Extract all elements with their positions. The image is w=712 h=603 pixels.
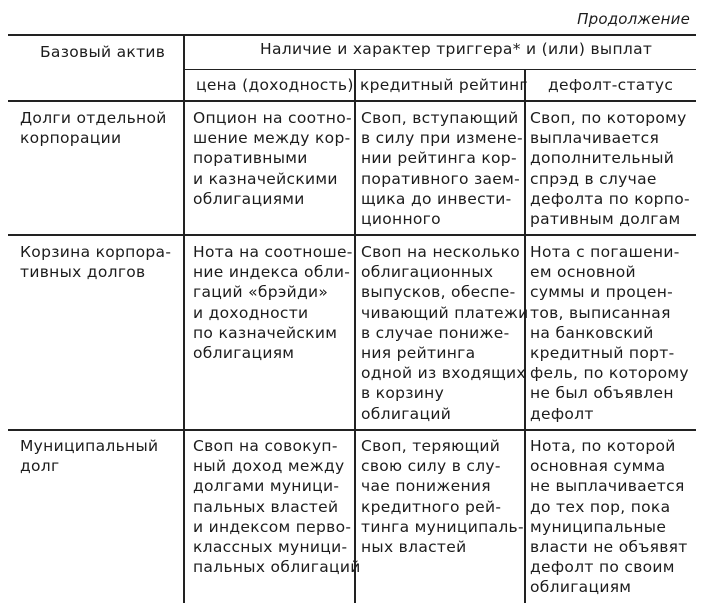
header-base-asset: Базовый актив	[40, 43, 166, 61]
row2-asset: Корзина корпора- тивных долгов	[20, 243, 172, 282]
table-top-rule	[8, 34, 696, 36]
column-divider-1	[183, 34, 185, 603]
row2-price: Нота на соотноше- ние индекса обли- гаций «брэйди» и доходности по казначейским облигациям	[193, 243, 353, 363]
row3-rating: Своп, теряющий свою силу в слу- чае понижения кредитного рей- тинга муниципаль- ных властей	[361, 437, 524, 557]
row2-default: Нота с погашени- ем основной суммы и процен- тов, выписанная на банковский кредитный порт- фель, по которому не был объявлен дефолт	[530, 243, 689, 423]
row3-default: Нота, по которой основная сумма не выплачивается до тех пор, пока муниципальные власти не объявят дефолт по своим облигациям	[530, 437, 688, 597]
row3-price: Своп на совокуп- ный доход между долгами муници- пальных властей и индексом перво- классных муници- пальных облигаций	[193, 437, 361, 577]
row-divider-2	[8, 429, 696, 431]
row1-price: Опцион на соотно- шение между кор- поративными и казначейскими облигациями	[193, 109, 352, 208]
header-col-default: дефолт-статус	[548, 76, 674, 94]
row2-rating: Своп на несколько облигационных выпусков, обеспе- чивающий платежи в случае пониже- ния рейтинга одной из входящих в корзину облигаций	[361, 243, 529, 423]
row3-asset: Муниципальный долг	[20, 437, 159, 476]
header-col-price: цена (доходность)	[196, 76, 354, 94]
header-col-rating: кредитный рейтинг	[360, 76, 528, 94]
row1-asset: Долги отдельной корпорации	[20, 109, 167, 148]
subheader-rule	[183, 69, 696, 70]
header-bottom-rule	[8, 100, 696, 102]
row1-default: Своп, по которому выплачивается дополнительный спрэд в случае дефолта по корпо- ративным долгам	[530, 109, 690, 229]
continuation-label: Продолжение	[577, 10, 690, 28]
header-trigger-group: Наличие и характер триггера* и (или) выплат	[260, 40, 653, 58]
row-divider-1	[8, 234, 696, 236]
row1-rating: Своп, вступающий в силу при измене- нии рейтинга кор- поративного заем- щика до инвести- ционного	[361, 109, 523, 229]
